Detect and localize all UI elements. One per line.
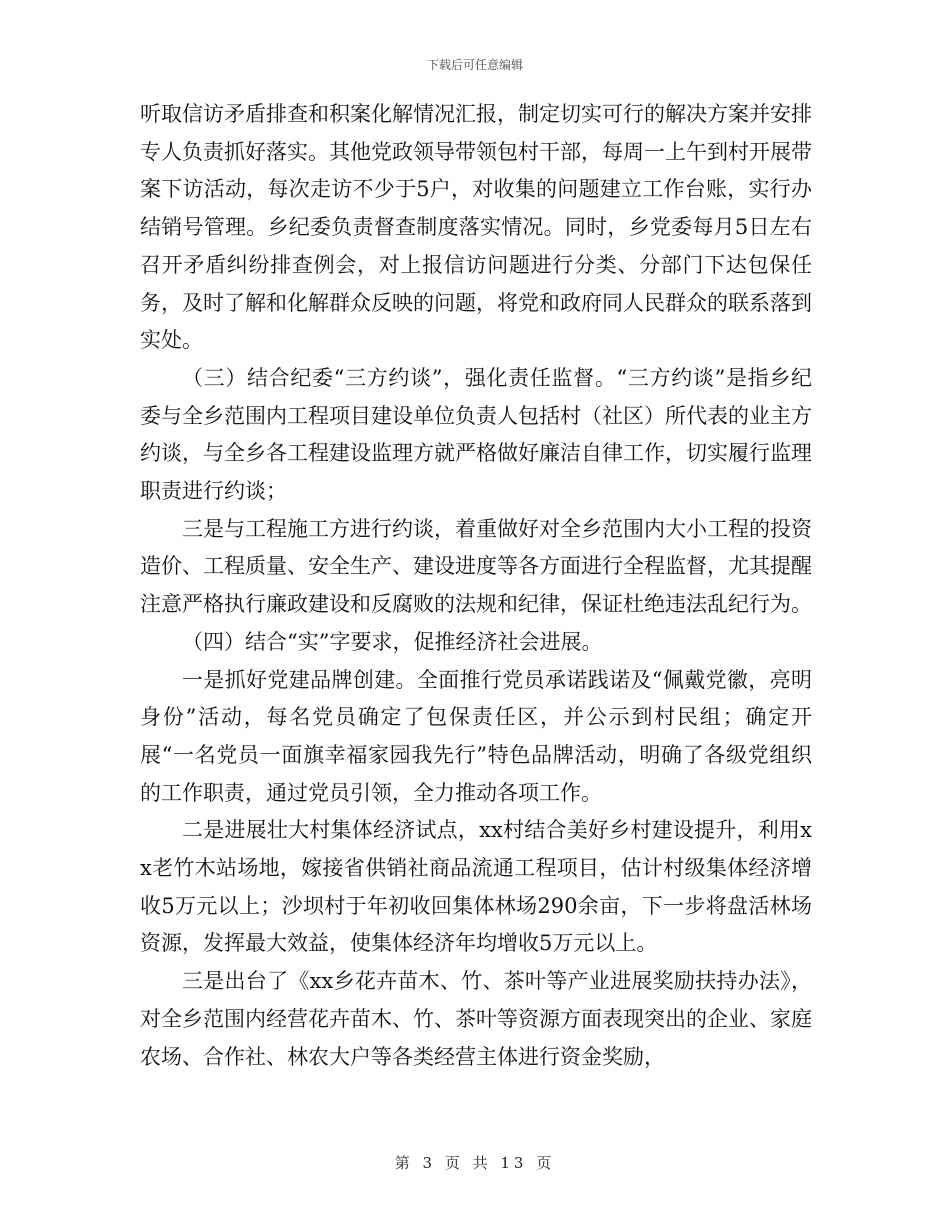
page-header: 下载后可任意编辑: [426, 58, 523, 72]
document-body: [140, 96, 812, 1076]
page-footer: 第 3 页 共 13 页: [394, 1154, 556, 1172]
paragraph-1: 听取信访矛盾排查和积案化解情况汇报，制定切实可行的解决方案并安排专人负责抓好落实。其他党政领导带领包村干部，每周一上午到村开展带案下访活动，每次走访不少于5户，对收集的问题建立工作台账，实行办结销号管理。乡纪委负责督查制度落实情况。同时，乡党委每月5日左右召开矛盾纠纷排查例会，对上报信访问题进行分类、分部门下达包保任务，及时了解和化解群众反映的问题，将党和政府同人民群众的联系落到实处。: [140, 102, 812, 353]
paragraph-4: （四）结合“实”字要求，促推经济社会进展。: [182, 629, 603, 654]
paragraph-2: （三）结合纪委“三方约谈”，强化责任监督。“三方约谈”是指乡纪委与全乡范围内工程项目建设单位负责人包括村（社区）所代表的业主方约谈，与全乡各工程建设监理方就严格做好廉洁自律工作，切实履行监理职责进行约谈；: [140, 365, 812, 504]
paragraph-5: 一是抓好党建品牌创建。全面推行党员承诺践诺及“佩戴党徽，亮明身份”活动，每名党员确定了包保责任区，并公示到村民组；确定开展“一名党员一面旗幸福家园我先行”特色品牌活动，明确了各级党组织的工作职责，通过党员引领，全力推动各项工作。: [140, 667, 812, 805]
paragraph-6: 二是进展壮大村集体经济试点，xx村结合美好乡村建设提升，利用xx老竹木站场地，嫁接省供销社商品流通工程项目，估计村级集体经济增收5万元以上；沙坝村于年初收回集体林场290余亩，下一步将盘活林场资源，发挥最大效益，使集体经济年均增收5万元以上。: [140, 818, 812, 956]
paragraph-7: 三是出台了《xx乡花卉苗木、竹、茶叶等产业进展奖励扶持办法》，对全乡范围内经营花卉苗木、竹、茶叶等资源方面表现突出的企业、家庭农场、合作社、林农大户等各类经营主体进行资金奖励，: [140, 969, 812, 1069]
paragraph-3: 三是与工程施工方进行约谈，着重做好对全乡范围内大小工程的投资造价、工程质量、安全生产、建设进度等各方面进行全程监督，尤其提醒注意严格执行廉政建设和反腐败的法规和纪律，保证杜绝违法乱纪行为。: [140, 516, 812, 617]
